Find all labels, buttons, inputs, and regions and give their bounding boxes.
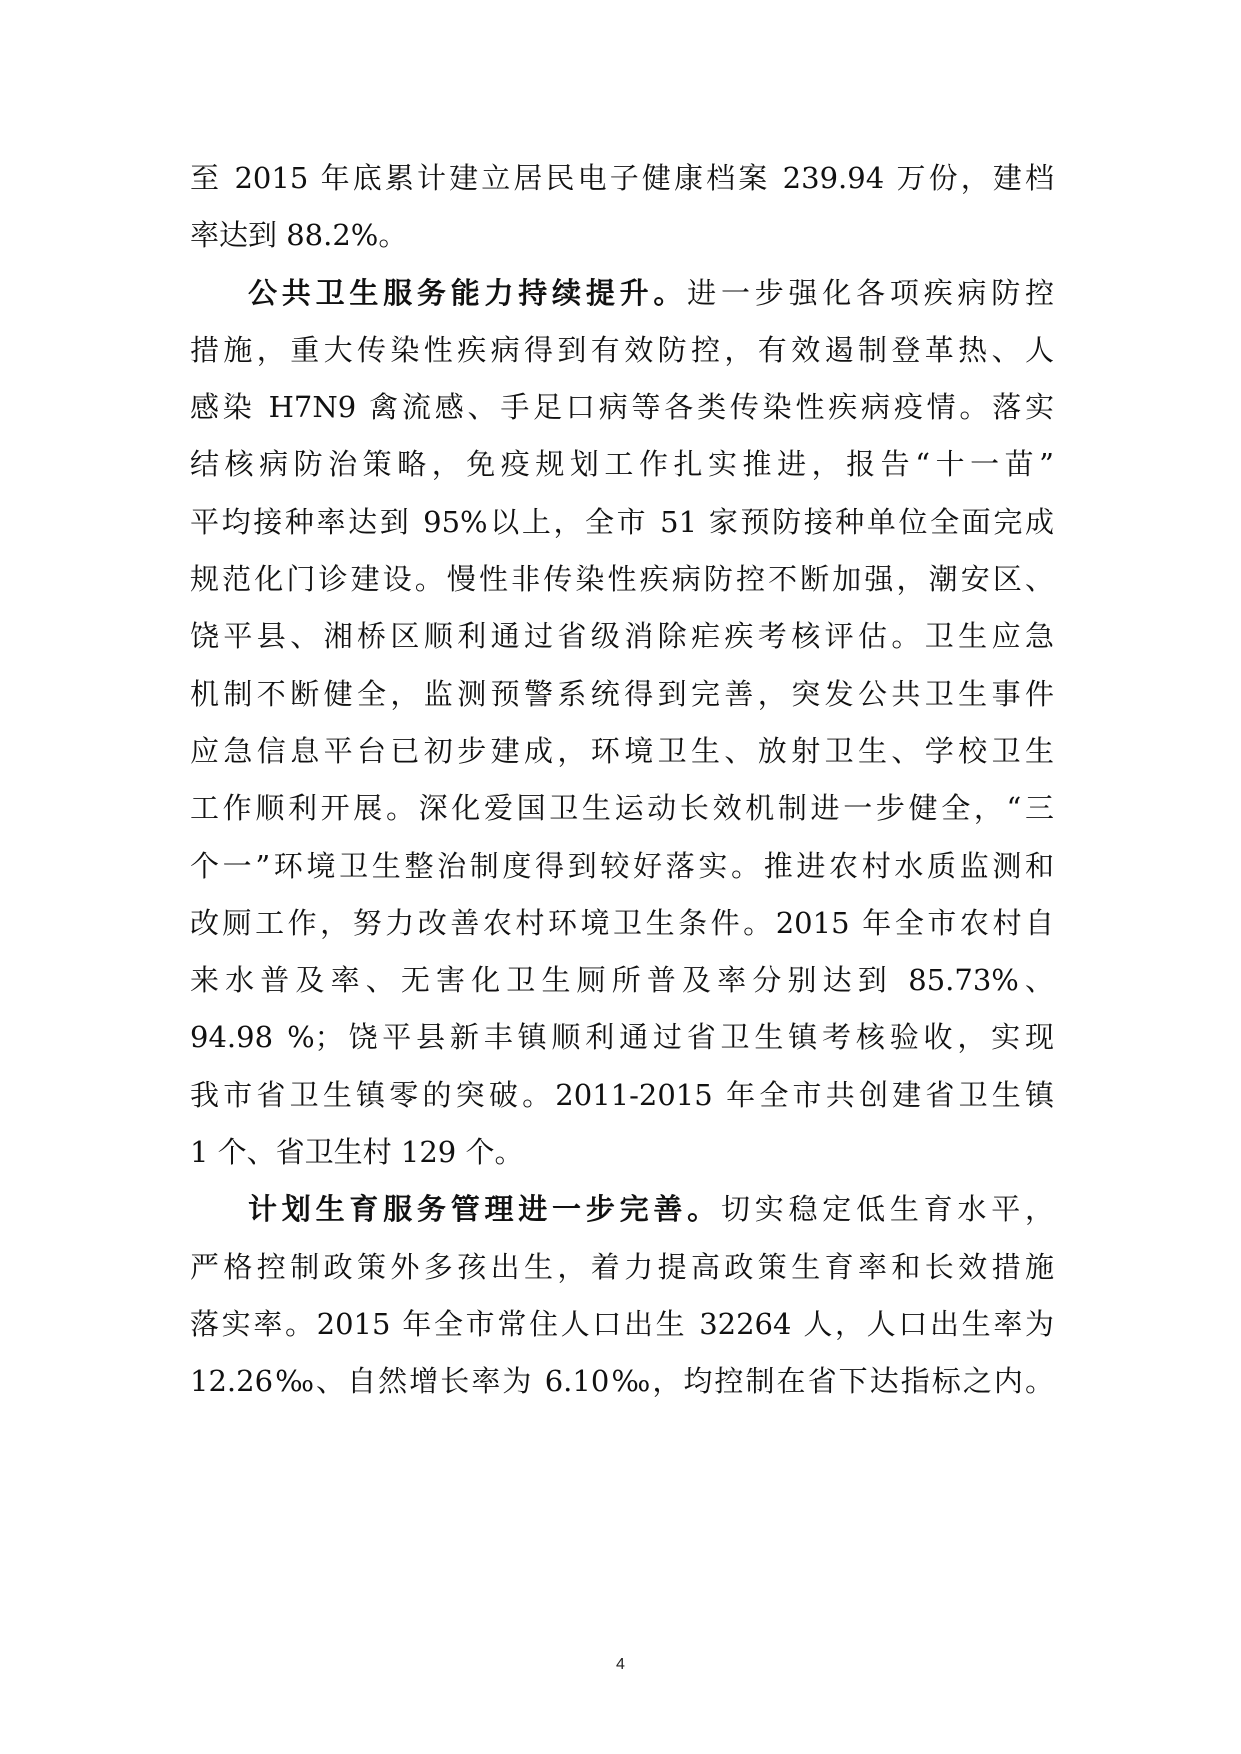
paragraph-first-line — [190, 1181, 1054, 1238]
text-line: 1 个、省卫生村 129 个。 — [190, 1135, 524, 1170]
text-line: 94.98 %；饶平县新丰镇顺利通过省卫生镇考核验收，实现 — [190, 1020, 1054, 1055]
text-line: 严格控制政策外多孩出生，着力提高政策生育率和长效措施 — [190, 1249, 1054, 1284]
text-line: 率达到 88.2%。 — [190, 218, 408, 253]
paragraph-public-health — [190, 265, 1054, 1182]
text-line: 平均接种率达到 95%以上，全市 51 家预防接种单位全面完成 — [190, 504, 1054, 539]
page-number: 4 — [616, 1656, 625, 1673]
text-line: 规范化门诊建设。慢性非传染性疾病防控不断加强，潮安区、 — [190, 562, 1054, 597]
paragraph-health-records — [190, 150, 1054, 265]
text-line: 个一”环境卫生整治制度得到较好落实。推进农村水质监测和 — [190, 848, 1054, 883]
text-line: 措施，重大传染性疾病得到有效防控，有效遏制登革热、人 — [190, 332, 1054, 367]
text-line: 来水普及率、无害化卫生厕所普及率分别达到 85.73%、 — [190, 963, 1054, 998]
paragraph-heading: 公共卫生服务能力持续提升。 — [248, 275, 688, 310]
text-line: 12.26‰、自然增长率为 6.10‰，均控制在省下达指标之内。 — [190, 1364, 1054, 1399]
text-line: 应急信息平台已初步建成，环境卫生、放射卫生、学校卫生 — [190, 733, 1054, 768]
paragraph-heading: 计划生育服务管理进一步完善。 — [248, 1192, 721, 1227]
text-line: 我市省卫生镇零的突破。2011-2015 年全市共创建省卫生镇 — [190, 1077, 1054, 1112]
text-line: 落实率。2015 年全市常住人口出生 32264 人，人口出生率为 — [190, 1306, 1054, 1341]
document-page — [190, 150, 1054, 1411]
text-line: 改厕工作，努力改善农村环境卫生条件。2015 年全市农村自 — [190, 905, 1054, 940]
text-line: 饶平县、湘桥区顺利通过省级消除疟疾考核评估。卫生应急 — [190, 619, 1054, 654]
text-line: 感染 H7N9 禽流感、手足口病等各类传染性疾病疫情。落实 — [190, 390, 1054, 425]
text-line: 至 2015 年底累计建立居民电子健康档案 239.94 万份，建档 — [190, 161, 1054, 195]
text-line: 结核病防治策略，免疫规划工作扎实推进，报告“十一苗” — [190, 447, 1054, 482]
paragraph-family-planning — [190, 1181, 1054, 1410]
text-run: 进一步强化各项疾病防控 — [687, 275, 1054, 310]
paragraph-first-line — [190, 265, 1054, 322]
text-line: 工作顺利开展。深化爱国卫生运动长效机制进一步健全，“三 — [190, 791, 1054, 826]
text-line: 机制不断健全，监测预警系统得到完善，突发公共卫生事件 — [190, 676, 1054, 711]
text-run: 切实稳定低生育水平， — [720, 1192, 1054, 1227]
